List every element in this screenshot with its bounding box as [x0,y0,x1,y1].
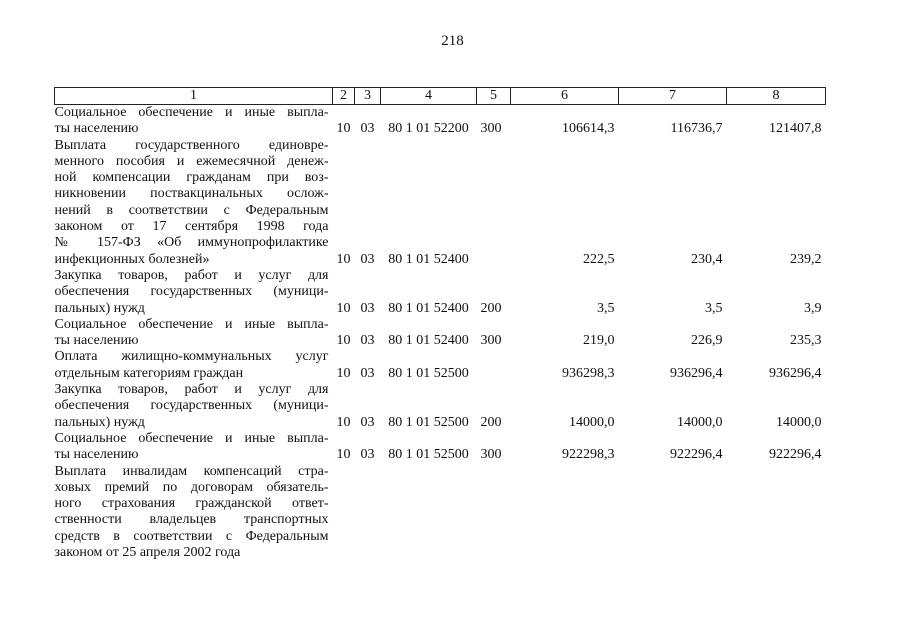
table-row [55,349,826,382]
header-row [55,88,826,105]
cell-rz [333,464,355,562]
item-name-line: менного пособия и ежемесячной денеж- [54,153,329,169]
cell-item-name [55,105,333,138]
item-name-line: Социальное обеспечение и иные выпла- [54,316,329,332]
cell-pr: 03 [360,447,375,463]
table-row [55,382,826,431]
cell-vr [477,464,511,562]
item-name-line: нений в соответствии с Федеральным [54,202,329,218]
item-name-line: отдельным категориям граждан [54,365,244,381]
cell-vr: 300 [480,447,502,463]
cell-pr: 03 [360,251,375,267]
item-name-line: Закупка товаров, работ и услуг для [54,267,329,283]
cell-year2: 936296,4 [670,365,723,381]
cell-csr: 80 1 01 52400 [388,251,469,267]
cell-pr: 03 [360,365,375,381]
cell-year2: 922296,4 [670,447,723,463]
col-header-year1: 6 [511,88,619,105]
cell-csr: 80 1 01 52400 [388,300,469,316]
item-name-line: ты населению [54,333,139,349]
cell-year1: 106614,3 [562,121,615,137]
cell-vr [477,138,511,268]
col-header-name: 1 [55,88,333,105]
table-row [55,138,826,268]
cell-pr: 03 [360,121,375,137]
cell-year3 [727,464,826,562]
cell-year1: 14000,0 [569,414,615,430]
cell-item-name [55,431,333,464]
cell-item-name [55,138,333,268]
item-name-line: Социальное обеспечение и иные выпла- [54,430,329,446]
col-header-year3: 8 [727,88,826,105]
table-row [55,317,826,350]
cell-csr: 80 1 01 52200 [388,121,469,137]
cell-pr [355,464,381,562]
item-name-line: Социальное обеспечение и иные выпла- [54,105,329,120]
cell-csr: 80 1 01 52500 [388,414,469,430]
cell-csr: 80 1 01 52500 [388,447,469,463]
cell-year2: 3,5 [705,300,723,316]
cell-year2: 226,9 [691,333,723,349]
page-number: 218 [441,33,464,49]
col-header-vr: 5 [477,88,511,105]
cell-vr: 200 [480,300,502,316]
item-name-line: обеспечения государственных (муници- [54,284,329,300]
cell-year2: 14000,0 [677,414,723,430]
item-name-line: № 157-ФЗ «Об иммунопрофилактике [54,235,329,251]
item-name-line: ты населению [54,447,139,463]
cell-vr: 300 [480,121,502,137]
item-name-line: законом от 25 апреля 2002 года [54,545,241,561]
cell-rz: 10 [336,414,351,430]
table-body [55,105,826,562]
item-name-line: пальных) нужд [54,414,145,430]
cell-year3: 922296,4 [769,447,822,463]
item-name-line: законом от 17 сентября 1998 года [54,219,329,235]
cell-rz: 10 [336,251,351,267]
item-name-line: ственности владельцев транспортных [54,512,329,528]
item-name-line: ной компенсации гражданам при воз- [54,170,329,186]
table-row [55,105,826,138]
cell-year3: 121407,8 [769,121,822,137]
item-name-line: средств в соответствии с Федеральным [54,528,329,544]
cell-year1: 922298,3 [562,447,615,463]
item-name-line: Выплата инвалидам компенсаций стра- [54,463,329,479]
table-row [55,268,826,317]
cell-pr: 03 [360,300,375,316]
col-header-year2: 7 [619,88,727,105]
cell-vr: 300 [480,333,502,349]
cell-pr: 03 [360,333,375,349]
cell-item-name [55,382,333,431]
item-name-line: Закупка товаров, работ и услуг для [54,382,329,398]
cell-pr: 03 [360,414,375,430]
item-name-line: пальных) нужд [54,300,145,316]
cell-csr: 80 1 01 52400 [388,333,469,349]
cell-vr: 200 [480,414,502,430]
item-name-line: Выплата государственного единовре- [54,137,329,153]
cell-rz: 10 [336,447,351,463]
cell-year3: 235,3 [790,333,822,349]
item-name-line: ховых премий по договорам обязатель- [54,479,329,495]
item-name-line: инфекционных болезней» [54,251,210,267]
item-name-line: обеспечения государственных (муници- [54,398,329,414]
cell-year2: 116736,7 [670,121,723,137]
cell-item-name [55,317,333,350]
cell-rz: 10 [336,300,351,316]
budget-table [54,87,826,561]
cell-csr [381,464,477,562]
col-header-pr: 3 [355,88,381,105]
cell-year3: 936296,4 [769,365,822,381]
cell-item-name [55,349,333,382]
cell-year3: 14000,0 [776,414,822,430]
cell-rz: 10 [336,333,351,349]
cell-year3: 239,2 [790,251,822,267]
cell-year3: 3,9 [804,300,822,316]
cell-vr [477,349,511,382]
col-header-csr: 4 [381,88,477,105]
cell-year2 [619,464,727,562]
cell-year1: 936298,3 [562,365,615,381]
table-row [55,464,826,562]
cell-rz: 10 [336,121,351,137]
item-name-line: ты населению [54,121,139,137]
cell-rz: 10 [336,365,351,381]
item-name-line: ного страхования гражданской ответ- [54,496,329,512]
item-name-line: никновении поствакцинальных ослож- [54,186,329,202]
item-name-line: Оплата жилищно-коммунальных услуг [54,349,329,365]
cell-item-name [55,268,333,317]
col-header-rz: 2 [333,88,355,105]
cell-item-name [55,464,333,562]
cell-year1: 219,0 [583,333,615,349]
table-row [55,431,826,464]
cell-csr: 80 1 01 52500 [388,365,469,381]
cell-year1: 222,5 [583,251,615,267]
cell-year1 [511,464,619,562]
cell-year2: 230,4 [691,251,723,267]
cell-year1: 3,5 [597,300,615,316]
